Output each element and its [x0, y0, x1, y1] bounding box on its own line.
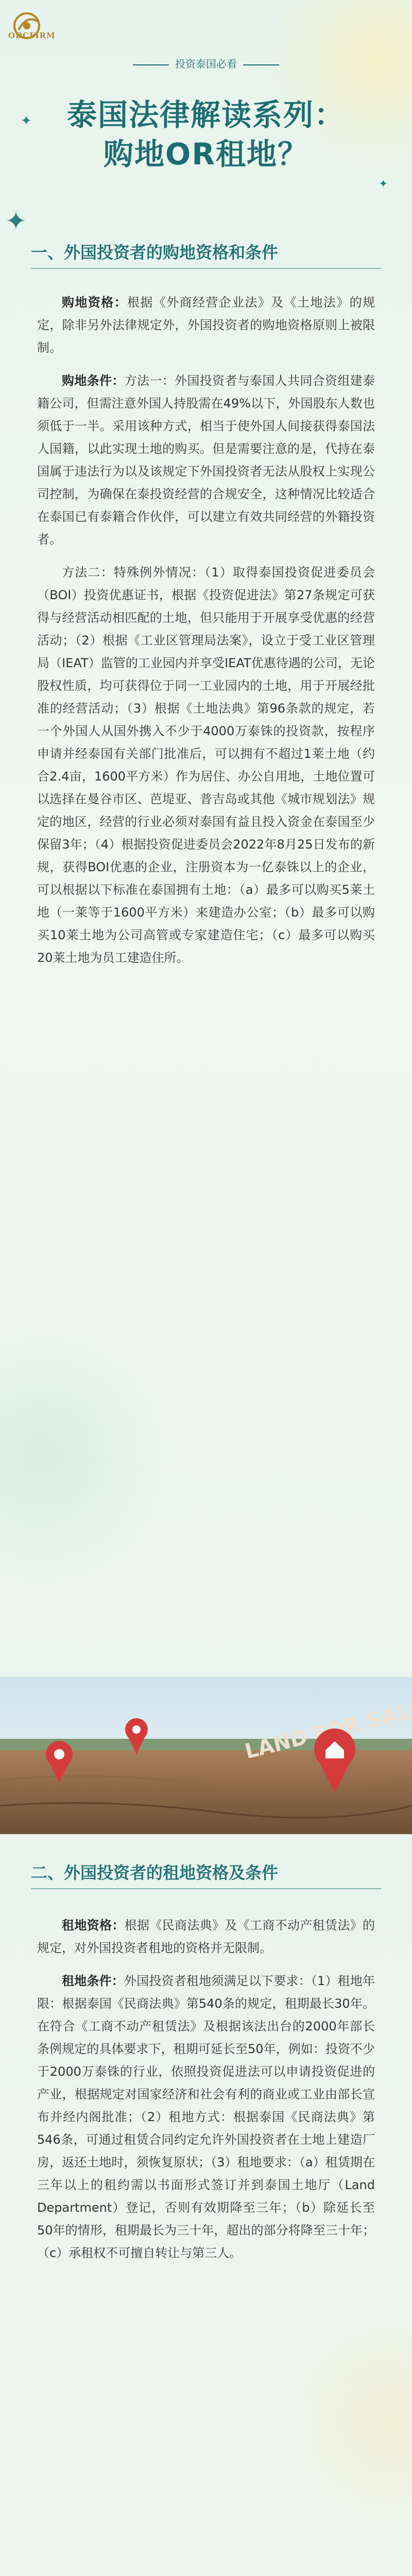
paragraph: [37, 1970, 375, 2264]
label-purchase-conditions: 购地条件：: [62, 374, 125, 388]
purchase-eligibility-text: 根据《外商经营企业法》及《土地法》的规定，除非另外法律规定外，外国投资者的购地资格原则上被限制。: [37, 295, 375, 355]
paragraph: [37, 1914, 375, 1959]
sparkle-icon: ✦: [5, 206, 27, 236]
purchase-conditions-text: 方法一：外国投资者与泰国人共同合资组建泰籍公司，但需注意外国人持股需在49%以下，外国股东人数也须低于一半。采用该种方式，相当于使外国人间接获得泰国法人国籍，以此实现土地的购买。但是需要注意的是，代持在泰国属于违法行为以及该规定下外国投资者无法从股权上实现公司控制，为确保在泰投资经营的合规安全，这种情况比较适合在泰国已有泰籍合作伙伴，可以建立有效共同经营的外籍投资者。: [37, 374, 375, 547]
method-two-text: 方法二：特殊例外情况：（1）取得泰国投资促进委员会（BOI）投资优惠证书，根据《投资促进法》第27条规定可获得与经营活动相匹配的土地，但只能用于开展享受优惠的经营活动；（2）根据《工业区管理局法案》，设立于受工业区管理局（IEAT）监管的工业园内并享受IEAT优惠待遇的公司，无论股权性质，均可获得位于同一工业园内的土地，用于开展经批准的经营活动；（3）根据《土地法典》第96条款的规定，若一个外国人从国外携入不少于4000万泰铢的投资款，按程序申请并经泰国有关部门批准后，可以拥有不超过1莱土地（约合2.4亩，1600平方米）作为居住、办公自用地，土地位置可以选择在曼谷市区、芭堤亚、普吉岛或其他《城市规划法》规定的地区，经营的行业必须对泰国有益且投入资金在泰国至少保留3年；（4）根据投资促进委员会2022年8月25日发布的新规，获得BOI优惠的企业，注册资本为一亿泰铢以上的企业，可以根据以下标准在泰国拥有土地：（a）最多可以购买5莱土地（一莱等于1600平方米）来建造办公室；（b）最多可以购买10莱土地为公司高管或专家建造住宅；（c）最多可以购买20莱土地为员工建造住所。: [37, 565, 375, 965]
kicker-rule-right: [243, 64, 279, 65]
logo-text: ODCFIRM: [8, 31, 56, 40]
page-title: [0, 95, 412, 174]
label-purchase-eligibility: 购地资格：: [62, 295, 127, 310]
label-lease-eligibility: 租地资格：: [62, 1918, 125, 1933]
section1-body: [37, 291, 375, 969]
kicker-text: 投资泰国必看: [175, 58, 237, 70]
land-sign-text: LAND SALE: [242, 1696, 412, 1764]
title-line-2: 购地OR租地？: [104, 137, 308, 172]
title-line-1: 泰国法律解读系列：: [66, 97, 345, 132]
paragraph: [37, 291, 375, 359]
section2-heading: 二、外国投资者的租地资格及条件: [31, 1863, 279, 1883]
header-kicker: [0, 56, 412, 71]
section2-body: [37, 1914, 375, 2264]
odc-logo: [9, 9, 71, 50]
lease-conditions-text: 外国投资者租地须满足以下要求：（1）租地年限：根据泰国《民商法典》第540条的规定，租期最长30年。在符合《工商不动产租赁法》及根据该法出台的2000年部长条例规定的具体要求下，租期可延长至50年，例如：投资不少于2000万泰铢的行业，依照投资促进法可以申请投资促进的产业，根据规定对国家经济和社会有利的商业或工业由部长宣布并经内阁批准；（2）租地方式：根据泰国《民商法典》第546条，可通过租赁合同约定允许外国投资者在土地上建造厂房，返还土地时，须恢复原状；（3）租地要求：（a）租赁期在三年以上的租约需以书面形式签订并到泰国土地厅（Land Department）登记，否则有效期降至三年；（b）除延长至50年的情形，租期最长为三十年，超出的部分将降至三十年；（c）承租权不可擅自转让与第三人。: [37, 1974, 375, 2260]
section1-divider: [31, 268, 381, 269]
sparkle-icon: ✦: [379, 178, 388, 191]
kicker-rule-left: [133, 64, 169, 65]
section1-heading: 一、外国投资者的购地资格和条件: [31, 243, 279, 262]
paragraph: [37, 561, 375, 969]
section2-divider: [31, 1888, 381, 1889]
paragraph: [37, 369, 375, 551]
lease-eligibility-text: 根据《民商法典》及《工商不动产租赁法》的规定，对外国投资者租地的资格并无限制。: [37, 1918, 375, 1955]
sparkle-icon: ✦: [21, 113, 32, 129]
label-lease-conditions: 租地条件：: [62, 1974, 124, 1988]
land-for-sale-photo: [0, 1677, 412, 1834]
